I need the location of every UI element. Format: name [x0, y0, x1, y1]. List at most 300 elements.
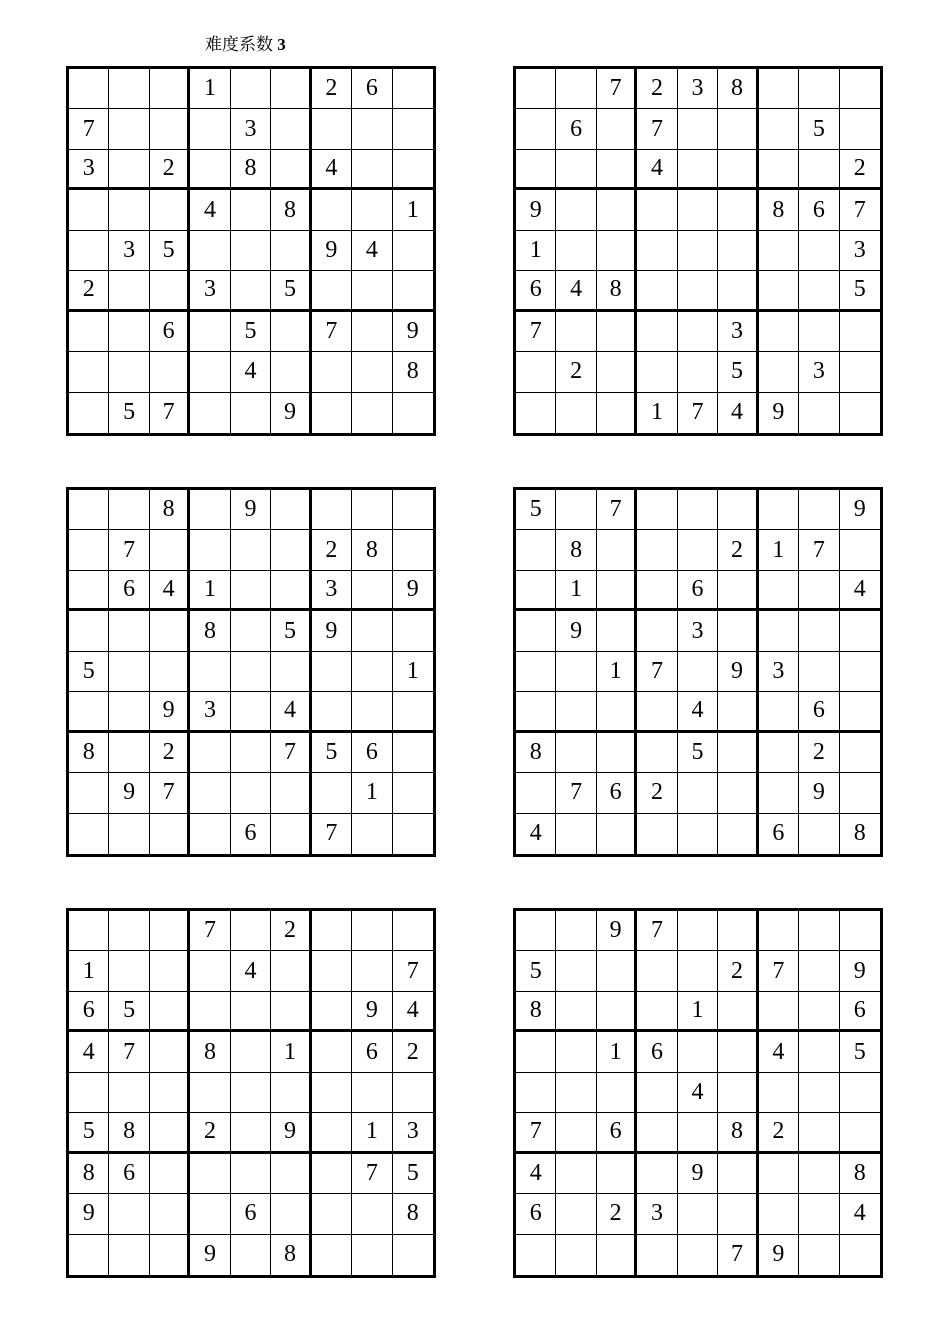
sudoku-cell: 2 [799, 733, 839, 773]
sudoku-cell [718, 611, 758, 651]
sudoku-cell [759, 109, 799, 149]
sudoku-cell [190, 352, 230, 392]
sudoku-cell [637, 1154, 677, 1194]
sudoku-cell [352, 490, 392, 530]
sudoku-cell: 9 [393, 571, 433, 611]
sudoku-cell [637, 1235, 677, 1275]
sudoku-cell [799, 231, 839, 271]
sudoku-cell [352, 271, 392, 311]
sudoku-cell [190, 150, 230, 190]
sudoku-cell [637, 992, 677, 1032]
sudoku-cell [556, 652, 596, 692]
sudoku-cell [109, 190, 149, 230]
sudoku-cell: 8 [150, 490, 190, 530]
sudoku-cell [556, 69, 596, 109]
sudoku-cell: 6 [597, 1113, 637, 1153]
sudoku-cell [516, 652, 556, 692]
sudoku-cell [190, 490, 230, 530]
sudoku-cell: 9 [556, 611, 596, 651]
sudoku-cell [393, 692, 433, 732]
sudoku-cell [556, 312, 596, 352]
sudoku-cell [718, 1194, 758, 1234]
sudoku-cell [516, 911, 556, 951]
sudoku-cell [597, 190, 637, 230]
sudoku-cell [799, 1073, 839, 1113]
sudoku-cell: 7 [597, 69, 637, 109]
sudoku-cell [718, 490, 758, 530]
sudoku-cell [271, 1194, 311, 1234]
sudoku-cell: 5 [271, 271, 311, 311]
sudoku-cell [150, 1154, 190, 1194]
sudoku-cell [678, 1032, 718, 1072]
sudoku-cell [799, 652, 839, 692]
sudoku-cell [69, 773, 109, 813]
sudoku-cell: 2 [312, 530, 352, 570]
sudoku-cell: 9 [352, 992, 392, 1032]
sudoku-cell: 9 [271, 1113, 311, 1153]
sudoku-cell: 4 [231, 352, 271, 392]
sudoku-cell [190, 530, 230, 570]
sudoku-cell [840, 733, 880, 773]
sudoku-cell [718, 109, 758, 149]
sudoku-cell [597, 530, 637, 570]
sudoku-cell [150, 1235, 190, 1275]
sudoku-cell: 6 [109, 1154, 149, 1194]
sudoku-cell [393, 1235, 433, 1275]
sudoku-cell [393, 911, 433, 951]
sudoku-cell [759, 231, 799, 271]
sudoku-cell [352, 911, 392, 951]
sudoku-cell: 8 [352, 530, 392, 570]
sudoku-cell [231, 652, 271, 692]
sudoku-cell [799, 490, 839, 530]
sudoku-cell: 3 [678, 611, 718, 651]
sudoku-cell [231, 271, 271, 311]
sudoku-cell [759, 490, 799, 530]
sudoku-cell [678, 271, 718, 311]
sudoku-cell [597, 352, 637, 392]
sudoku-cell: 8 [190, 1032, 230, 1072]
sudoku-cell [109, 1073, 149, 1113]
sudoku-cell [393, 393, 433, 433]
sudoku-cell: 5 [271, 611, 311, 651]
sudoku-cell: 9 [516, 190, 556, 230]
sudoku-cell: 6 [516, 271, 556, 311]
sudoku-cell [190, 393, 230, 433]
sudoku-cell [759, 692, 799, 732]
sudoku-cell: 3 [799, 352, 839, 392]
sudoku-cell: 3 [109, 231, 149, 271]
sudoku-cell [312, 109, 352, 149]
sudoku-cell [150, 652, 190, 692]
sudoku-cell: 6 [637, 1032, 677, 1072]
sudoku-cell [840, 69, 880, 109]
sudoku-cell [799, 1154, 839, 1194]
sudoku-cell: 4 [840, 571, 880, 611]
sudoku-cell [109, 1235, 149, 1275]
sudoku-cell: 9 [597, 911, 637, 951]
sudoku-cell [312, 992, 352, 1032]
sudoku-cell [150, 1194, 190, 1234]
sudoku-cell [150, 1113, 190, 1153]
sudoku-cell: 6 [516, 1194, 556, 1234]
sudoku-cell [109, 69, 149, 109]
sudoku-cell [109, 814, 149, 854]
sudoku-cell: 3 [312, 571, 352, 611]
sudoku-cell [190, 733, 230, 773]
sudoku-cell [393, 150, 433, 190]
sudoku-cell [678, 352, 718, 392]
sudoku-cell [597, 733, 637, 773]
sudoku-cell [271, 231, 311, 271]
sudoku-cell [271, 530, 311, 570]
sudoku-cell: 6 [352, 69, 392, 109]
sudoku-cell [231, 733, 271, 773]
sudoku-cell [393, 231, 433, 271]
difficulty-number: 3 [277, 35, 286, 54]
sudoku-cell: 7 [637, 109, 677, 149]
sudoku-cell [271, 490, 311, 530]
sudoku-cell [109, 951, 149, 991]
sudoku-cell: 8 [718, 1113, 758, 1153]
sudoku-cell [799, 271, 839, 311]
sudoku-cell [312, 773, 352, 813]
sudoku-cell [109, 733, 149, 773]
sudoku-cell: 6 [69, 992, 109, 1032]
sudoku-cell [759, 571, 799, 611]
sudoku-cell [556, 190, 596, 230]
sudoku-cell [799, 312, 839, 352]
sudoku-cell [393, 1073, 433, 1113]
sudoku-cell [271, 814, 311, 854]
sudoku-cell [352, 393, 392, 433]
sudoku-cell [109, 692, 149, 732]
sudoku-cell: 3 [393, 1113, 433, 1153]
sudoku-cell [556, 231, 596, 271]
sudoku-cell: 3 [190, 271, 230, 311]
sudoku-cell [150, 1073, 190, 1113]
sudoku-cell: 5 [231, 312, 271, 352]
sudoku-cell [352, 109, 392, 149]
sudoku-cell: 6 [109, 571, 149, 611]
sudoku-cell [271, 1073, 311, 1113]
sudoku-cell: 5 [69, 1113, 109, 1153]
sudoku-cell [637, 814, 677, 854]
sudoku-grid-3 [66, 487, 436, 857]
sudoku-cell: 1 [556, 571, 596, 611]
sudoku-cell: 8 [231, 150, 271, 190]
sudoku-cell [516, 571, 556, 611]
sudoku-cell [150, 109, 190, 149]
sudoku-cell [109, 1194, 149, 1234]
sudoku-cell [597, 814, 637, 854]
sudoku-cell: 8 [69, 733, 109, 773]
sudoku-cell [759, 352, 799, 392]
sudoku-cell [556, 951, 596, 991]
sudoku-cell: 1 [190, 69, 230, 109]
sudoku-cell [312, 190, 352, 230]
sudoku-cell: 2 [69, 271, 109, 311]
sudoku-cell [840, 773, 880, 813]
sudoku-cell: 5 [516, 951, 556, 991]
sudoku-cell: 7 [718, 1235, 758, 1275]
sudoku-cell: 3 [637, 1194, 677, 1234]
sudoku-cell [312, 1235, 352, 1275]
sudoku-cell: 9 [678, 1154, 718, 1194]
sudoku-cell [150, 814, 190, 854]
sudoku-cell [393, 109, 433, 149]
sudoku-cell [150, 951, 190, 991]
sudoku-cell: 1 [352, 773, 392, 813]
sudoku-cell [312, 951, 352, 991]
sudoku-cell [516, 773, 556, 813]
sudoku-cell [516, 530, 556, 570]
sudoku-cell [637, 611, 677, 651]
sudoku-cell: 2 [556, 352, 596, 392]
sudoku-cell [597, 1154, 637, 1194]
sudoku-cell [231, 1073, 271, 1113]
sudoku-cell [799, 611, 839, 651]
sudoku-cell [718, 992, 758, 1032]
sudoku-cell [799, 150, 839, 190]
sudoku-cell: 1 [516, 231, 556, 271]
sudoku-cell [799, 951, 839, 991]
sudoku-cell [109, 911, 149, 951]
sudoku-cell [799, 1235, 839, 1275]
sudoku-cell [312, 1073, 352, 1113]
page-title [205, 34, 286, 56]
sudoku-cell [109, 352, 149, 392]
sudoku-cell [637, 692, 677, 732]
sudoku-cell [718, 773, 758, 813]
sudoku-cell: 7 [516, 1113, 556, 1153]
sudoku-cell: 7 [109, 530, 149, 570]
sudoku-cell: 5 [516, 490, 556, 530]
sudoku-cell [271, 652, 311, 692]
sudoku-cell: 8 [853, 820, 866, 847]
sudoku-cell [393, 490, 433, 530]
sudoku-cell [231, 611, 271, 651]
sudoku-cell: 4 [516, 814, 556, 854]
sudoku-cell [678, 150, 718, 190]
sudoku-cell [840, 692, 880, 732]
sudoku-cell [231, 393, 271, 433]
sudoku-cell: 4 [393, 992, 433, 1032]
sudoku-cell: 9 [231, 490, 271, 530]
sudoku-cell [69, 1235, 109, 1275]
sudoku-cell: 7 [799, 530, 839, 570]
sudoku-cell [678, 190, 718, 230]
sudoku-cell [597, 951, 637, 991]
sudoku-cell [759, 271, 799, 311]
sudoku-cell [312, 692, 352, 732]
sudoku-cell [597, 1073, 637, 1113]
sudoku-cell [69, 231, 109, 271]
sudoku-grid-6 [513, 908, 883, 1278]
sudoku-cell: 7 [312, 312, 352, 352]
sudoku-cell [840, 1073, 880, 1113]
sudoku-cell [759, 733, 799, 773]
sudoku-cell [597, 692, 637, 732]
sudoku-cell [190, 231, 230, 271]
sudoku-cell [312, 1194, 352, 1234]
sudoku-grid-5 [66, 908, 436, 1278]
sudoku-cell [799, 571, 839, 611]
sudoku-cell [718, 231, 758, 271]
sudoku-cell [312, 352, 352, 392]
sudoku-cell [231, 1032, 271, 1072]
sudoku-cell [231, 190, 271, 230]
sudoku-cell [556, 1032, 596, 1072]
sudoku-cell: 1 [678, 992, 718, 1032]
sudoku-cell [271, 773, 311, 813]
sudoku-cell [759, 312, 799, 352]
sudoku-cell [556, 992, 596, 1032]
sudoku-cell [150, 911, 190, 951]
sudoku-cell [516, 1235, 556, 1275]
sudoku-cell: 8 [516, 733, 556, 773]
sudoku-cell [69, 911, 109, 951]
sudoku-cell: 7 [597, 490, 637, 530]
sudoku-cell [597, 571, 637, 611]
sudoku-cell [231, 69, 271, 109]
sudoku-cell: 9 [840, 951, 880, 991]
sudoku-cell [352, 814, 392, 854]
sudoku-cell [352, 1073, 392, 1113]
sudoku-cell [231, 773, 271, 813]
sudoku-cell: 8 [109, 1113, 149, 1153]
sudoku-cell: 7 [556, 773, 596, 813]
sudoku-cell: 1 [597, 652, 637, 692]
sudoku-cell [678, 530, 718, 570]
sudoku-cell: 8 [759, 190, 799, 230]
sudoku-cell: 4 [759, 1032, 799, 1072]
sudoku-cell: 7 [637, 911, 677, 951]
sudoku-cell [516, 1073, 556, 1113]
sudoku-cell: 9 [190, 1235, 230, 1275]
sudoku-cell: 8 [597, 271, 637, 311]
sudoku-cell: 5 [678, 733, 718, 773]
sudoku-cell: 7 [393, 951, 433, 991]
sudoku-cell [271, 312, 311, 352]
sudoku-cell [556, 1113, 596, 1153]
sudoku-cell: 1 [637, 393, 677, 433]
sudoku-cell [597, 312, 637, 352]
sudoku-cell [678, 490, 718, 530]
sudoku-cell: 2 [637, 69, 677, 109]
sudoku-cell: 5 [393, 1154, 433, 1194]
sudoku-cell [718, 150, 758, 190]
sudoku-cell [312, 1154, 352, 1194]
sudoku-cell: 9 [799, 773, 839, 813]
sudoku-cell: 2 [597, 1194, 637, 1234]
sudoku-cell [799, 393, 839, 433]
sudoku-cell [231, 1154, 271, 1194]
sudoku-cell: 4 [678, 692, 718, 732]
sudoku-cell: 4 [678, 1073, 718, 1113]
sudoku-cell [637, 190, 677, 230]
sudoku-cell [799, 69, 839, 109]
sudoku-cell [271, 352, 311, 392]
sudoku-cell [597, 992, 637, 1032]
sudoku-cell: 5 [312, 733, 352, 773]
sudoku-cell [109, 109, 149, 149]
sudoku-cell [150, 271, 190, 311]
sudoku-cell: 3 [759, 652, 799, 692]
sudoku-cell [678, 911, 718, 951]
sudoku-cell [231, 692, 271, 732]
sudoku-cell: 2 [312, 69, 352, 109]
sudoku-cell [799, 814, 839, 854]
sudoku-cell: 6 [799, 692, 839, 732]
sudoku-cell: 8 [271, 1235, 311, 1275]
sudoku-cell [352, 692, 392, 732]
sudoku-cell: 7 [637, 652, 677, 692]
sudoku-cell [352, 312, 392, 352]
sudoku-cell [352, 150, 392, 190]
sudoku-cell: 2 [190, 1113, 230, 1153]
sudoku-cell [231, 231, 271, 271]
sudoku-cell [718, 814, 758, 854]
sudoku-cell: 7 [759, 951, 799, 991]
sudoku-cell: 8 [556, 530, 596, 570]
sudoku-cell: 6 [597, 773, 637, 813]
sudoku-cell [352, 190, 392, 230]
sudoku-cell [759, 611, 799, 651]
sudoku-cell [69, 611, 109, 651]
sudoku-cell [312, 1032, 352, 1072]
sudoku-cell: 3 [190, 692, 230, 732]
sudoku-cell: 9 [393, 312, 433, 352]
sudoku-cell [271, 109, 311, 149]
sudoku-cell [799, 911, 839, 951]
sudoku-cell [840, 652, 880, 692]
sudoku-cell [69, 571, 109, 611]
sudoku-cell: 1 [759, 530, 799, 570]
sudoku-cell [759, 911, 799, 951]
sudoku-cell [69, 190, 109, 230]
sudoku-cell [231, 530, 271, 570]
sudoku-cell [840, 352, 880, 392]
sudoku-cell: 8 [69, 1154, 109, 1194]
sudoku-cell [271, 1154, 311, 1194]
sudoku-cell [718, 1154, 758, 1194]
sudoku-cell [150, 611, 190, 651]
sudoku-cell [556, 814, 596, 854]
sudoku-cell [69, 530, 109, 570]
sudoku-cell [393, 773, 433, 813]
sudoku-cell: 8 [393, 1194, 433, 1234]
sudoku-cell [799, 1113, 839, 1153]
sudoku-cell [69, 814, 109, 854]
sudoku-cell [271, 69, 311, 109]
sudoku-cell: 4 [231, 951, 271, 991]
sudoku-cell [840, 393, 880, 433]
sudoku-cell: 5 [109, 393, 149, 433]
sudoku-cell: 8 [393, 352, 433, 392]
sudoku-cell [352, 611, 392, 651]
sudoku-cell [597, 393, 637, 433]
sudoku-cell [516, 150, 556, 190]
sudoku-cell: 2 [637, 773, 677, 813]
sudoku-cell: 2 [840, 150, 880, 190]
sudoku-cell: 7 [678, 393, 718, 433]
sudoku-cell [759, 150, 799, 190]
sudoku-cell [516, 611, 556, 651]
sudoku-cell [271, 951, 311, 991]
sudoku-cell: 3 [231, 109, 271, 149]
sudoku-cell: 3 [840, 231, 880, 271]
